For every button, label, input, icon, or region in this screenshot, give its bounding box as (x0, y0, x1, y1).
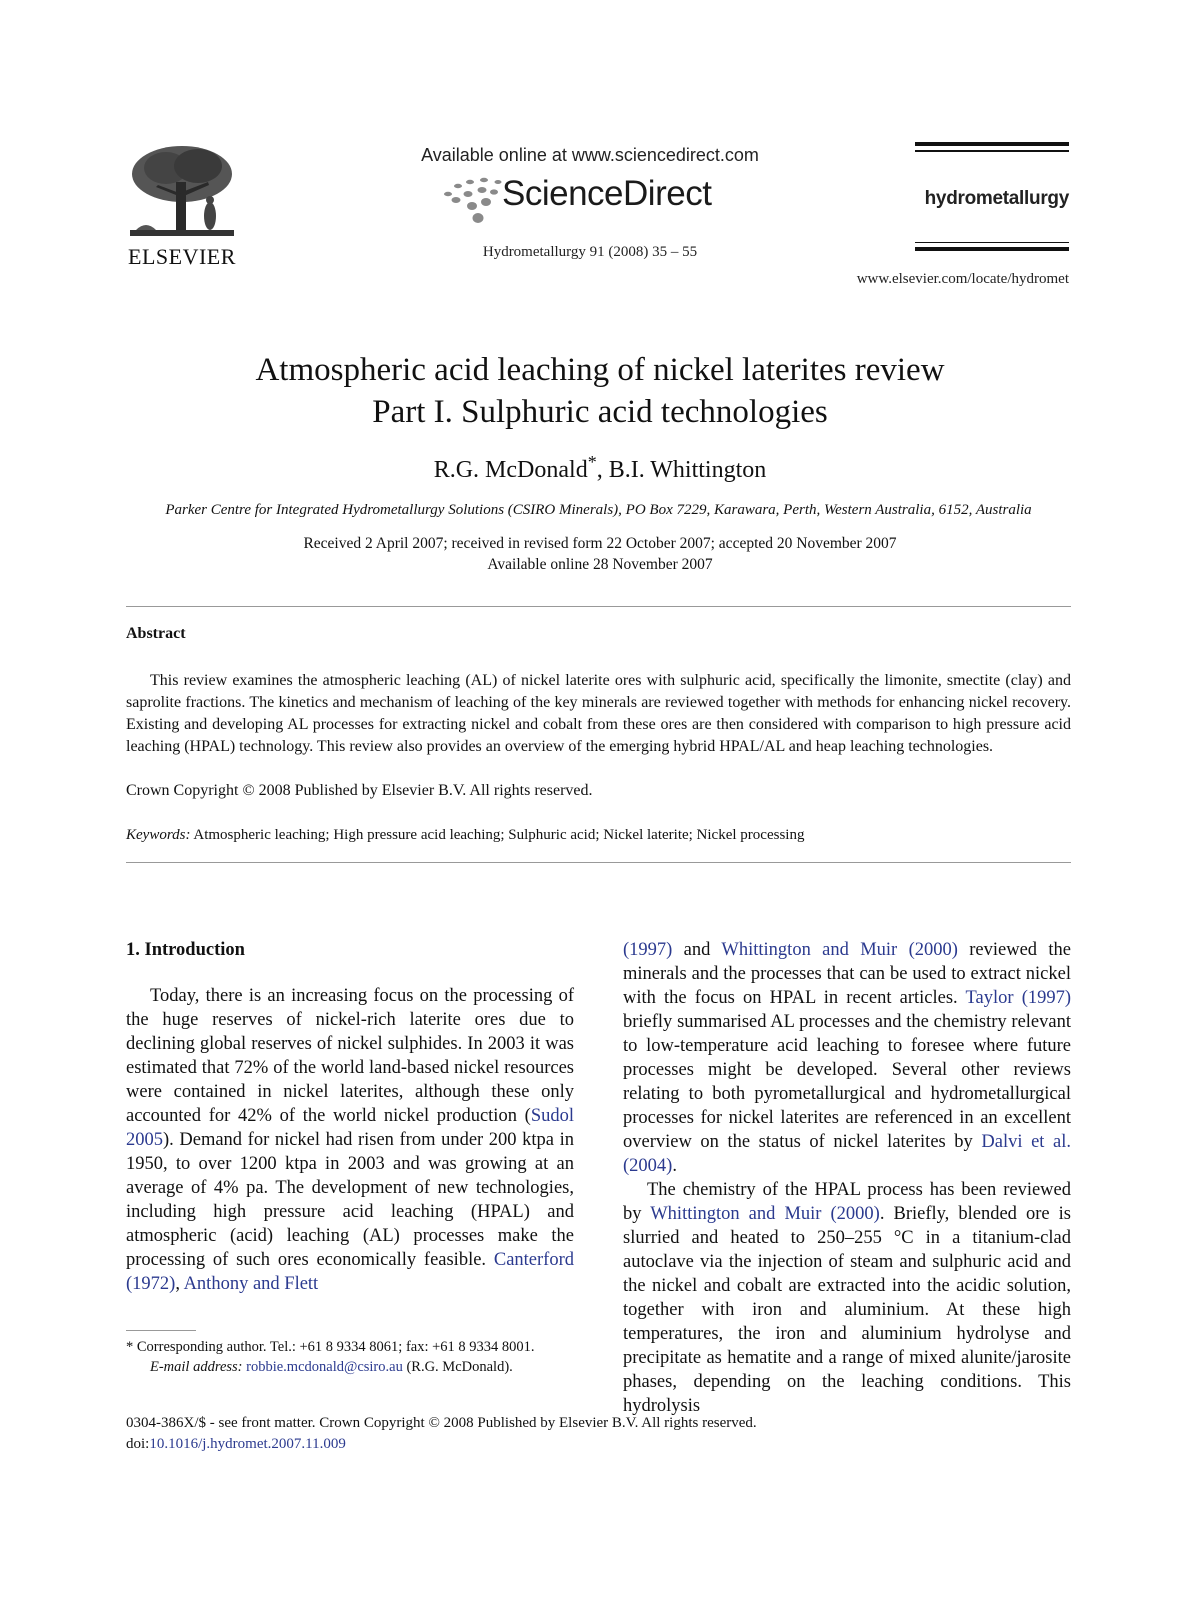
online-date: Available online 28 November 2007 (487, 556, 713, 573)
masthead-rule (915, 142, 1069, 146)
footnote-rule (126, 1330, 196, 1331)
masthead-rule (915, 242, 1069, 244)
authors (150, 452, 1050, 484)
keywords-label: Keywords: (126, 827, 191, 843)
corresponding-author-note: * Corresponding author. Tel.: +61 8 9334 8061; fax: +61 8 9334 8001. (126, 1339, 535, 1355)
email-note: E-mail address: robbie.mcdonald@csiro.au (R.G. McDonald). (150, 1359, 513, 1375)
ref-sudol-link[interactable]: Sudol 2005 (126, 1106, 574, 1150)
sciencedirect-header (380, 145, 800, 261)
journal-masthead (915, 142, 1069, 251)
journal-url-link[interactable]: www.elsevier.com/locate/hydromet (856, 271, 1069, 287)
divider (126, 606, 1071, 607)
author-1: R.G. McDonald (433, 457, 588, 483)
sciencedirect-wordmark: ScienceDirect (502, 174, 712, 213)
title-line-2: Part I. Sulphuric acid technologies (372, 394, 828, 430)
issn-line: 0304-386X/$ - see front matter. Crown Copyright © 2008 Published by Elsevier B.V. All rights reserved. (126, 1415, 757, 1431)
abstract-text: This review examines the atmospheric leaching (AL) of nickel laterite ores with sulphuric acid, specifically the limonite, smectite (clay) and saprolite fractions. The kinetics and mechanism of leaching of the key minerals are reviewed together with methods for enhancing nickel recovery. Existing and developing AL processes for extracting nickel and cobalt from these ores are then considered with comparison to high pressure acid leaching (HPAL) technology. This review also provides an overview of the emerging hybrid HPAL/AL and heap leaching technologies. (126, 672, 1071, 755)
available-online-text: Available online at www.sciencedirect.com (421, 145, 759, 165)
doi-line: doi:10.1016/j.hydromet.2007.11.009 (126, 1436, 346, 1452)
author-2: B.I. Whittington (608, 457, 767, 483)
body-column-right (623, 938, 1071, 1418)
intro-paragraph-2: The chemistry of the HPAL process has been reviewed by Whittington and Muir (2000). Briefly, blended ore is slurried and heated to 250–255 °C in a titanium-clad autoclave via the injection of steam and sulphuric acid and the nickel and cobalt are extracted into the acidic solution, together with iron and aluminium. At these high temperatures, the iron and aluminium hydrolyse and precipitate as hematite and a range of mixed alunite/jarosite phases, depending on the leaching conditions. This hydrolysis (623, 1180, 1071, 1416)
email-label: E-mail address: (150, 1359, 243, 1375)
title-line-1: Atmospheric acid leaching of nickel laterites review (255, 352, 945, 388)
sciencedirect-logo (380, 172, 800, 228)
ref-whittington-link[interactable]: Whittington and Muir (2000) (650, 1204, 880, 1224)
intro-paragraph-1: Today, there is an increasing focus on the processing of the huge reserves of nickel-rich laterite ores due to declining global reserves of nickel sulphides. In 2003 it was estimated that 72% of the world land-based nickel resources were contained in nickel laterites, although these only accounted for 42% of the world nickel production (Sudol 2005). Demand for nickel had risen from under 200 ktpa in 1950, to over 1200 ktpa in 2003 and was growing at an average of 4% pa. The development of new technologies, including high pressure acid leaching (HPAL) and atmospheric (acid) leaching (AL) processes make the processing of such ores economically feasible. Canterford (1972), Anthony and Flett (126, 986, 574, 1294)
ref-dalvi-link[interactable]: Dalvi et al. (2004) (623, 1132, 1071, 1176)
corresponding-mark[interactable]: * (587, 452, 597, 472)
article-dates (150, 533, 1050, 575)
doi-link[interactable]: 10.1016/j.hydromet.2007.11.009 (149, 1436, 346, 1452)
email-link[interactable]: robbie.mcdonald@csiro.au (246, 1359, 403, 1375)
elsevier-wordmark: ELSEVIER (128, 244, 236, 269)
ref-canterford-link[interactable]: Canterford (1972) (126, 1250, 574, 1294)
ref-whittington-link[interactable]: Whittington and Muir (2000) (721, 940, 958, 960)
masthead-rule (915, 150, 1069, 152)
keywords-list: Atmospheric leaching; High pressure acid leaching; Sulphuric acid; Nickel laterite; Nickel processing (193, 827, 805, 843)
author-separator: , (596, 457, 609, 483)
journal-name: hydrometallurgy (924, 187, 1069, 209)
journal-reference: Hydrometallurgy 91 (2008) 35 – 55 (482, 244, 698, 260)
abstract-body (126, 670, 1071, 758)
received-dates: Received 2 April 2007; received in revised form 22 October 2007; accepted 20 November 2007 (303, 535, 897, 552)
intro-paragraph-1-continued: (1997) and Whittington and Muir (2000) reviewed the minerals and the processes that can be used to extract nickel with the focus on HPAL in recent articles. Taylor (1997) briefly summarised AL processes and the chemistry relevant to low-temperature acid leaching to foresee where future processes might be developed. Several other reviews relating to both pyrometallurgical and hydrometallurgical processes for nickel laterites are referenced in an excellent overview on the status of nickel laterites by Dalvi et al. (2004). (623, 940, 1072, 1176)
article-title (150, 349, 1050, 433)
divider (126, 862, 1071, 863)
front-matter-info (126, 1413, 757, 1455)
section-heading: 1. Introduction (126, 940, 245, 960)
abstract-copyright: Crown Copyright © 2008 Published by Elsevier B.V. All rights reserved. (126, 782, 593, 799)
masthead-rule (915, 247, 1069, 251)
ref-taylor-link[interactable]: Taylor (1997) (965, 988, 1072, 1008)
abstract-heading: Abstract (126, 625, 186, 642)
affiliation: Parker Centre for Integrated Hydrometallurgy Solutions (CSIRO Minerals), PO Box 7229, Karawara, Perth, Western Australia, 6152, Australia (165, 502, 1032, 518)
keywords (126, 827, 1071, 844)
ref-anthony-year-link[interactable]: (1997) (623, 940, 673, 960)
ref-anthony-link[interactable]: Anthony and Flett (183, 1274, 319, 1294)
sciencedirect-dots-icon (440, 176, 502, 226)
body-column-left (126, 938, 574, 1296)
footnote (126, 1337, 574, 1377)
